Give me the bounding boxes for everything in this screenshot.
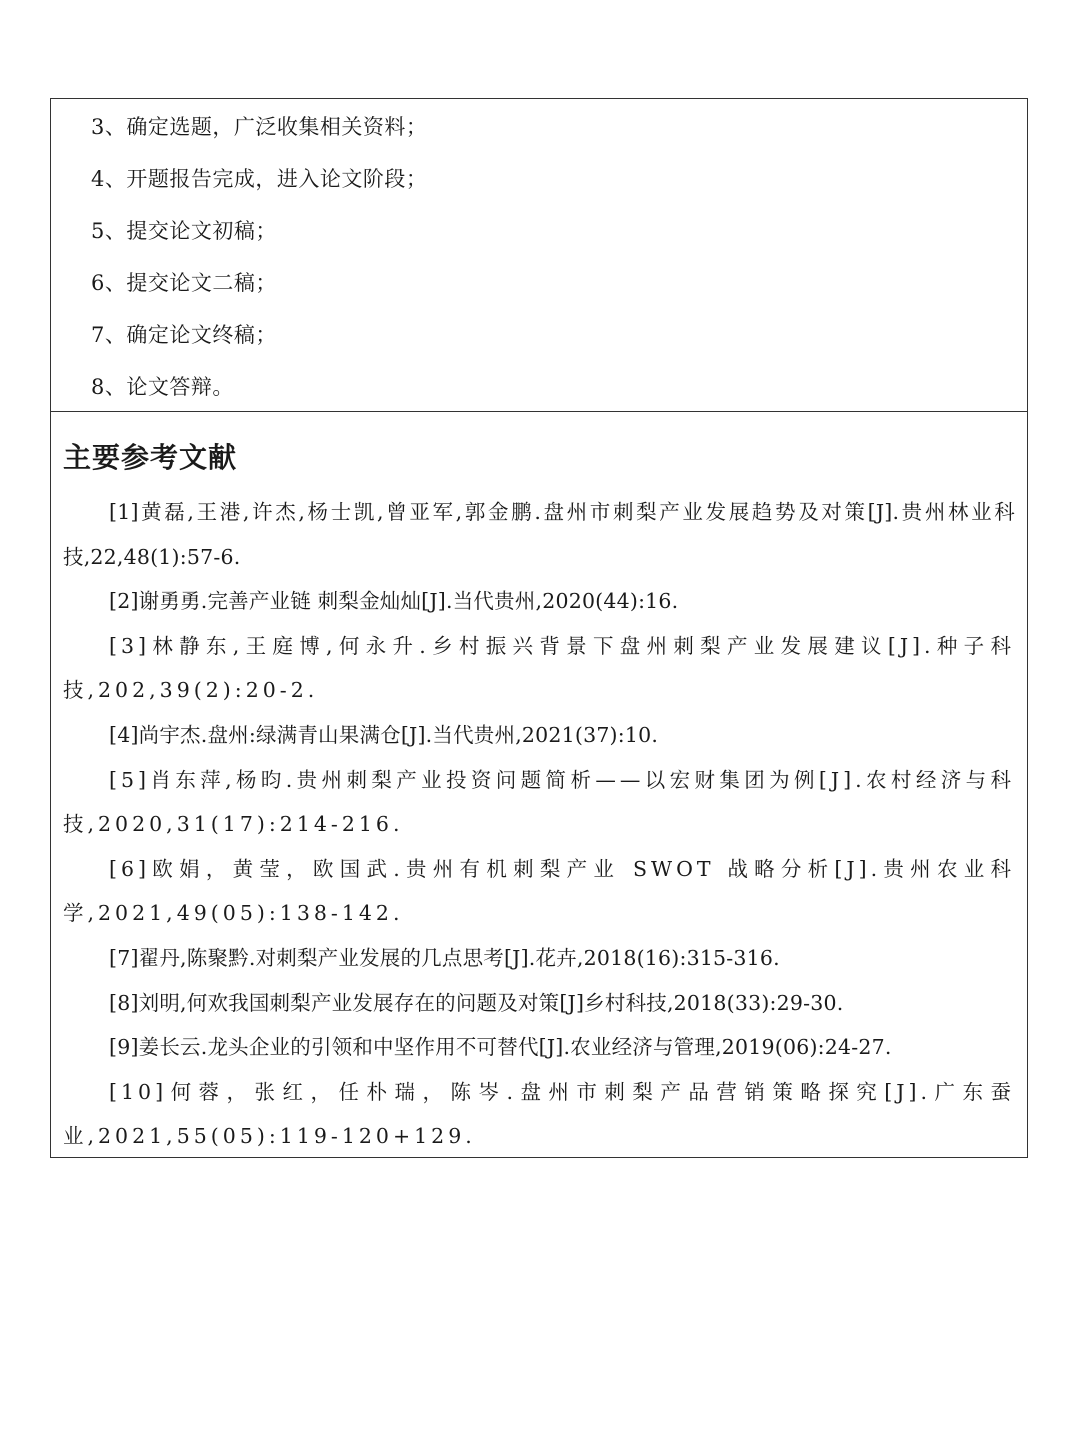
reference-item: [1]黄磊,王港,许杰,杨士凯,曾亚军,郭金鹏.盘州市刺梨产业发展趋势及对策[J].贵州林业科技,22,48(1):57-6. [63,500,1015,569]
schedule-step: 8、论文答辩。 [91,375,234,399]
references-title: 主要参考文献 [63,441,238,474]
reference-item: [7]翟丹,陈聚黔.对刺梨产业发展的几点思考[J].花卉,2018(16):315-316. [109,945,780,970]
schedule-step: 5、提交论文初稿； [91,219,277,243]
references-section [51,412,1027,1157]
schedule-step: 6、提交论文二稿； [91,271,277,295]
reference-item: [5]肖东萍,杨昀.贵州刺梨产业投资问题简析——以宏财集团为例[J].农村经济与科技,2020,31(17):214-216. [63,767,1015,837]
reference-item: [10]何蓉，张红，任朴瑞，陈岑.盘州市刺梨产品营销策略探究[J].广东蚕业,2021,55(05):119-120+129. [63,1079,1015,1149]
form-table [50,98,1028,1158]
schedule-step: 4、开题报告完成，进入论文阶段； [91,167,428,191]
reference-item: [9]姜长云.龙头企业的引领和中坚作用不可替代[J].农业经济与管理,2019(06):24-27. [109,1035,892,1060]
reference-item: [6]欧娟，黄莹，欧国武.贵州有机刺梨产业 SWOT 战略分析[J].贵州农业科学,2021,49(05):138-142. [63,856,1015,926]
reference-item: [8]刘明,何欢我国刺梨产业发展存在的问题及对策[J]乡村科技,2018(33):29-30. [109,990,844,1015]
reference-item: [2]谢勇勇.完善产业链 刺梨金灿灿[J].当代贵州,2020(44):16. [109,589,679,614]
schedule-step: 7、确定论文终稿； [91,323,277,347]
reference-item: [4]尚宇杰.盘州:绿满青山果满仓[J].当代贵州,2021(37):10. [109,722,659,747]
reference-item: [3]林静东,王庭博,何永升.乡村振兴背景下盘州刺梨产业发展建议[J].种子科技,202,39(2):20-2. [63,633,1015,703]
schedule-step: 3、确定选题，广泛收集相关资料； [91,115,428,139]
schedule-section [51,99,1027,412]
